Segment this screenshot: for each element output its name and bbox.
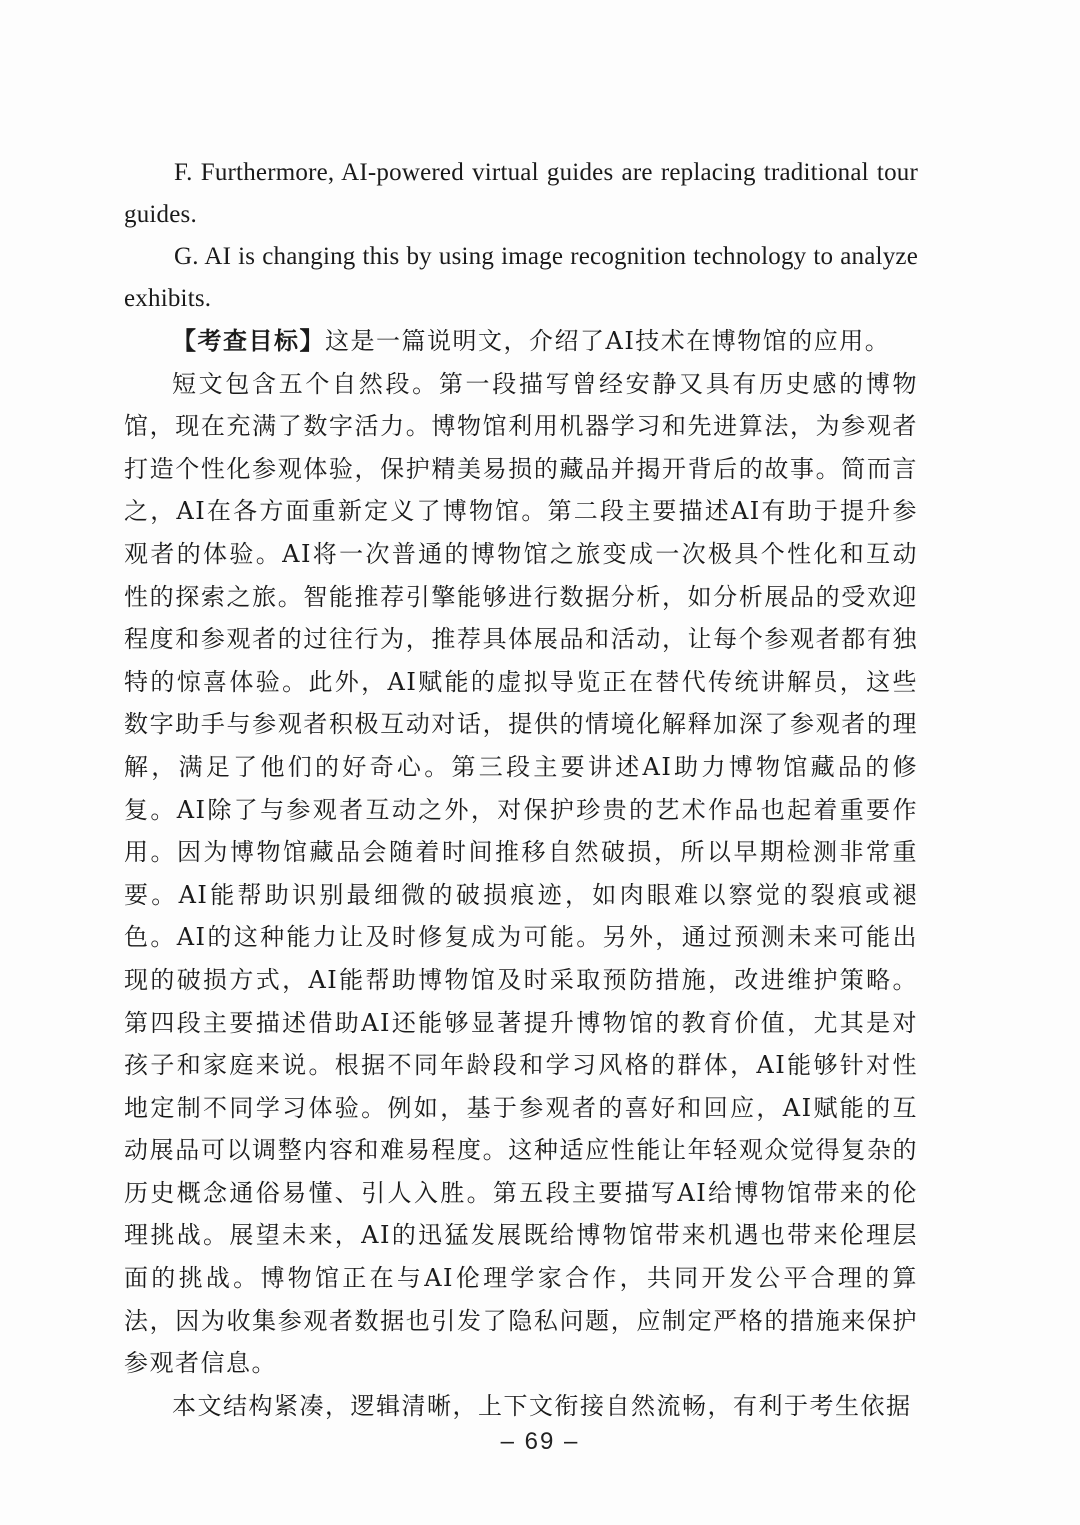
passage-body (124, 152, 918, 1427)
page-number: – 69 – (500, 1428, 580, 1455)
option-f-paragraph: F. Furthermore, AI-powered virtual guides are replacing traditional tour guides. (124, 159, 918, 228)
option-g-paragraph: G. AI is changing this by using image recognition technology to analyze exhibits. (124, 243, 918, 312)
objective-label: 【考查目标】 (172, 327, 325, 355)
summary-paragraph: 短文包含五个自然段。第一段描写曾经安静又具有历史感的博物馆，现在充满了数字活力。博物馆利用机器学习和先进算法，为参观者打造个性化参观体验，保护精美易损的藏品并揭开背后的故事。简而言之，AI在各方面重新定义了博物馆。第二段主要描述AI有助于提升参观者的体验。AI将一次普通的博物馆之旅变成一次极具个性化和互动性的探索之旅。智能推荐引擎能够进行数据分析，如分析展品的受欢迎程度和参观者的过往行为，推荐具体展品和活动，让每个参观者都有独特的惊喜体验。此外，AI赋能的虚拟导览正在替代传统讲解员，这些数字助手与参观者积极互动对话，提供的情境化解释加深了参观者的理解，满足了他们的好奇心。第三段主要讲述AI助力博物馆藏品的修复。AI除了与参观者互动之外，对保护珍贵的艺术作品也起着重要作用。因为博物馆藏品会随着时间推移自然破损，所以早期检测非常重要。AI能帮助识别最细微的破损痕迹，如肉眼难以察觉的裂痕或褪色。AI的这种能力让及时修复成为可能。另外，通过预测未来可能出现的破损方式，AI能帮助博物馆及时采取预防措施，改进维护策略。第四段主要描述借助AI还能够显著提升博物馆的教育价值，尤其是对孩子和家庭来说。根据不同年龄段和学习风格的群体，AI能够针对性地定制不同学习体验。例如，基于参观者的喜好和回应，AI赋能的互动展品可以调整内容和难易程度。这种适应性能让年轻观众觉得复杂的历史概念通俗易懂、引人入胜。第五段主要描写AI给博物馆带来的伦理挑战。展望未来，AI的迅猛发展既给博物馆带来机遇也带来伦理层面的挑战。博物馆正在与AI伦理学家合作，共同开发公平合理的算法，因为收集参观者数据也引发了隐私问题，应制定严格的措施来保护参观者信息。 (124, 369, 918, 1378)
closing-paragraph: 本文结构紧凑，逻辑清晰，上下文衔接自然流畅，有利于考生依据 (172, 1391, 912, 1420)
objective-text: 这是一篇说明文，介绍了AI技术在博物馆的应用。 (325, 327, 891, 355)
objective-paragraph (124, 320, 918, 363)
